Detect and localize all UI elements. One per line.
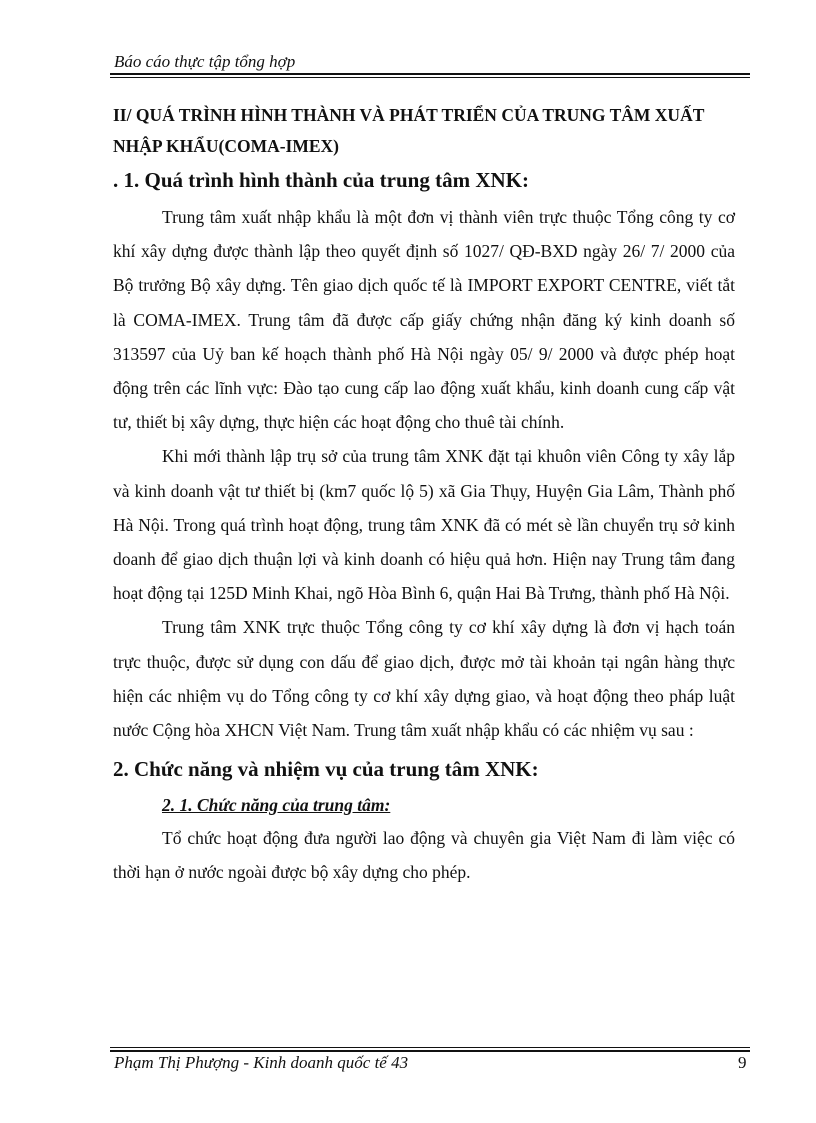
header-rule-thin xyxy=(110,77,750,78)
heading-formation: . 1. Quá trình hình thành của trung tâm XNK: xyxy=(113,168,529,192)
page-number: 9 xyxy=(738,1053,747,1072)
paragraph: Trung tâm XNK trực thuộc Tổng công ty cơ khí xây dựng là đơn vị hạch toán trực thuộc, được sử dụng con dấu để giao dịch, được mở tài khoản tại ngân hàng thực hiện các nhiệm vụ do Tổng công ty cơ khí xây dựng giao, và hoạt động theo pháp luật nước Cộng hòa XHCN Việt Nam. Trung tâm xuất nhập khẩu có các nhiệm vụ sau : xyxy=(113,617,735,741)
document-body xyxy=(113,100,735,890)
heading-functions: 2. Chức năng và nhiệm vụ của trung tâm XNK: xyxy=(113,757,539,782)
paragraph: Khi mới thành lập trụ sở của trung tâm XNK đặt tại khuôn viên Công ty xây lắp và kinh doanh vật tư thiết bị (km7 quốc lộ 5) xã Gia Thụy, Huyện Gia Lâm, Thành phố Hà Nội. Trong quá trình hoạt động, trung tâm XNK đã có mét sè lần chuyển trụ sở kinh doanh để giao dịch thuận lợi và kinh doanh có hiệu quả hơn. Hiện nay Trung tâm đang hoạt động tại 125D Minh Khai, ngõ Hòa Bình 6, quận Hai Bà Trưng, thành phố Hà Nội. xyxy=(113,446,735,604)
header-rule-thick xyxy=(110,73,750,75)
footer-author: Phạm Thị Phượng - Kinh doanh quốc tế 43 xyxy=(114,1053,409,1072)
header-title: Báo cáo thực tập tổng hợp xyxy=(114,52,296,71)
paragraph: Tổ chức hoạt động đưa người lao động và chuyên gia Việt Nam đi làm việc có thời hạn ở nước ngoài được bộ xây dựng cho phép. xyxy=(113,828,735,883)
section-title: II/ QUÁ TRÌNH HÌNH THÀNH VÀ PHÁT TRIỂN CỦA TRUNG TÂM XUẤT NHẬP KHẨU(COMA-IMEX) xyxy=(113,105,705,156)
footer-rule-thin xyxy=(110,1047,750,1048)
subheading-center-functions: 2. 1. Chức năng của trung tâm: xyxy=(162,795,391,816)
paragraph: Trung tâm xuất nhập khẩu là một đơn vị thành viên trực thuộc Tổng công ty cơ khí xây dựng được thành lập theo quyết định số 1027/ QĐ-BXD ngày 26/ 7/ 2000 của Bộ trưởng Bộ xây dựng. Tên giao dịch quốc tế là IMPORT EXPORT CENTRE, viết tắt là COMA-IMEX. Trung tâm đã được cấp giấy chứng nhận đăng ký kinh doanh số 313597 của Uỷ ban kế hoạch thành phố Hà Nội ngày 05/ 9/ 2000 và được phép hoạt động trên các lĩnh vực: Đào tạo cung cấp lao động xuất khẩu, kinh doanh cung cấp vật tư, thiết bị xây dựng, thực hiện các hoạt động cho thuê tài chính. xyxy=(113,207,735,433)
footer-rule-thick xyxy=(110,1050,750,1052)
